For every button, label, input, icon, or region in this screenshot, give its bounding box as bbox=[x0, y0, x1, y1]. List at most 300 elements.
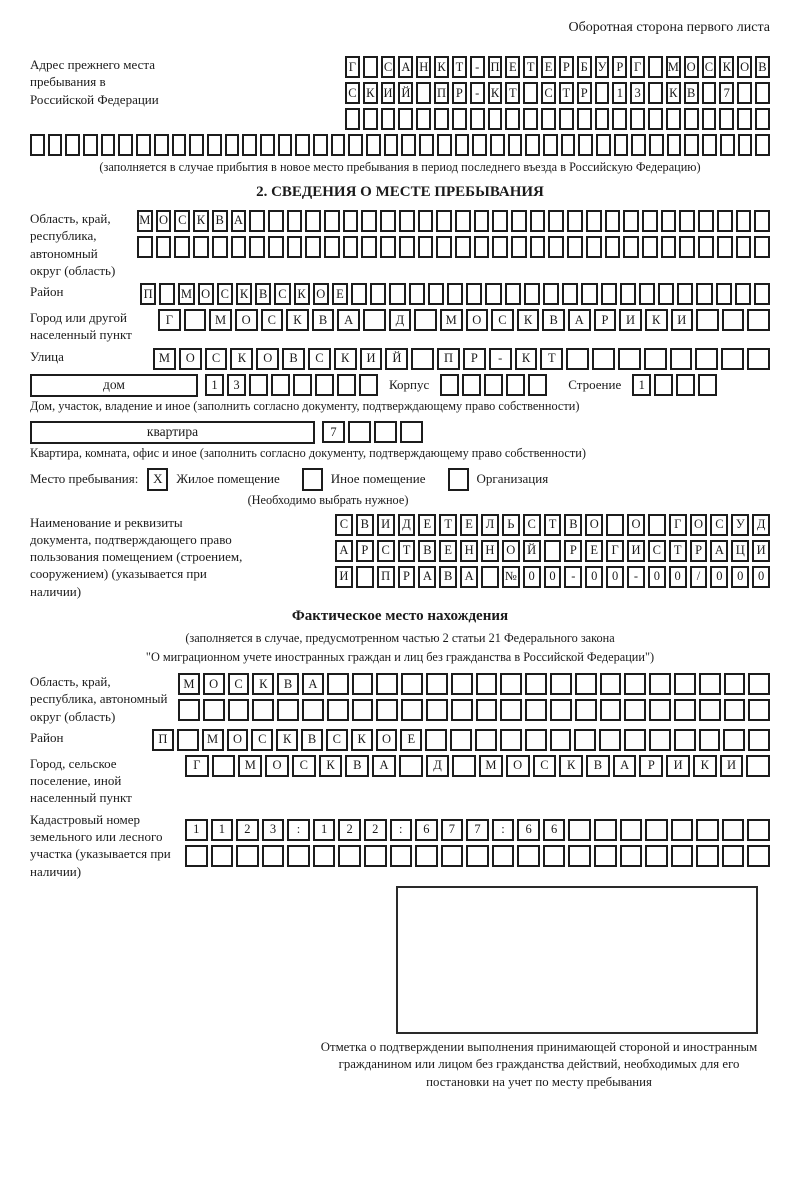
char-cell[interactable] bbox=[370, 283, 386, 305]
char-cell[interactable]: И bbox=[671, 309, 694, 331]
char-cell[interactable]: Н bbox=[416, 56, 431, 78]
char-cell[interactable]: К bbox=[286, 309, 309, 331]
char-cell[interactable]: К bbox=[193, 210, 209, 232]
char-cell[interactable] bbox=[249, 236, 265, 258]
char-cell[interactable]: К bbox=[559, 755, 583, 777]
char-cell[interactable] bbox=[574, 729, 596, 751]
char-cell[interactable]: - bbox=[489, 348, 512, 370]
char-cell[interactable]: Т bbox=[452, 56, 467, 78]
char-cell[interactable]: К bbox=[515, 348, 538, 370]
char-cell[interactable]: 6 bbox=[517, 819, 540, 841]
char-cell[interactable] bbox=[699, 673, 721, 695]
char-cell[interactable] bbox=[252, 699, 274, 721]
char-cell[interactable]: Т bbox=[505, 82, 520, 104]
char-cell[interactable]: 0 bbox=[544, 566, 562, 588]
char-cell[interactable] bbox=[548, 210, 564, 232]
char-cell[interactable] bbox=[455, 210, 471, 232]
residence-checkbox-organizatsiya[interactable] bbox=[448, 468, 469, 491]
char-cell[interactable] bbox=[642, 236, 658, 258]
char-cell[interactable] bbox=[287, 845, 310, 867]
char-cell[interactable] bbox=[315, 374, 334, 396]
char-cell[interactable]: И bbox=[619, 309, 642, 331]
char-cell[interactable]: С bbox=[308, 348, 331, 370]
residence-checkbox-zhiloe[interactable]: X bbox=[147, 468, 168, 491]
char-cell[interactable] bbox=[207, 134, 222, 156]
char-cell[interactable] bbox=[550, 673, 572, 695]
char-cell[interactable] bbox=[345, 108, 360, 130]
char-cell[interactable] bbox=[577, 108, 592, 130]
char-cell[interactable]: Р bbox=[577, 82, 592, 104]
char-cell[interactable] bbox=[302, 699, 324, 721]
char-cell[interactable]: С bbox=[292, 755, 316, 777]
char-cell[interactable] bbox=[671, 819, 694, 841]
char-cell[interactable] bbox=[677, 283, 693, 305]
char-cell[interactable]: Г bbox=[669, 514, 687, 536]
char-cell[interactable] bbox=[268, 236, 284, 258]
char-cell[interactable] bbox=[747, 348, 770, 370]
char-cell[interactable] bbox=[177, 729, 199, 751]
char-cell[interactable] bbox=[193, 236, 209, 258]
char-cell[interactable] bbox=[747, 845, 770, 867]
char-cell[interactable]: Г bbox=[158, 309, 181, 331]
char-cell[interactable] bbox=[719, 108, 734, 130]
char-cell[interactable] bbox=[474, 236, 490, 258]
char-cell[interactable]: Т bbox=[439, 514, 457, 536]
char-cell[interactable] bbox=[612, 108, 627, 130]
char-cell[interactable] bbox=[363, 108, 378, 130]
char-cell[interactable]: О bbox=[684, 56, 699, 78]
char-cell[interactable]: Е bbox=[585, 540, 603, 562]
char-cell[interactable] bbox=[184, 309, 207, 331]
char-cell[interactable] bbox=[178, 699, 200, 721]
char-cell[interactable] bbox=[293, 374, 312, 396]
char-cell[interactable] bbox=[231, 236, 247, 258]
char-cell[interactable] bbox=[185, 845, 208, 867]
char-cell[interactable]: М bbox=[153, 348, 176, 370]
char-cell[interactable]: Р bbox=[356, 540, 374, 562]
char-cell[interactable] bbox=[702, 82, 717, 104]
char-cell[interactable] bbox=[600, 699, 622, 721]
char-cell[interactable]: П bbox=[437, 348, 460, 370]
char-cell[interactable] bbox=[754, 210, 770, 232]
char-cell[interactable] bbox=[455, 236, 471, 258]
char-cell[interactable] bbox=[754, 236, 770, 258]
char-cell[interactable] bbox=[381, 108, 396, 130]
char-cell[interactable]: О bbox=[256, 348, 279, 370]
char-cell[interactable] bbox=[390, 845, 413, 867]
char-cell[interactable]: Т bbox=[540, 348, 563, 370]
char-cell[interactable]: М bbox=[178, 283, 194, 305]
char-cell[interactable]: Й bbox=[523, 540, 541, 562]
char-cell[interactable] bbox=[738, 134, 753, 156]
char-cell[interactable]: Г bbox=[606, 540, 624, 562]
char-cell[interactable] bbox=[414, 309, 437, 331]
char-cell[interactable] bbox=[492, 236, 508, 258]
char-cell[interactable] bbox=[324, 210, 340, 232]
char-cell[interactable]: 0 bbox=[710, 566, 728, 588]
char-cell[interactable] bbox=[490, 134, 505, 156]
char-cell[interactable]: В bbox=[345, 755, 369, 777]
char-cell[interactable]: О bbox=[502, 540, 520, 562]
char-cell[interactable]: С bbox=[217, 283, 233, 305]
char-cell[interactable]: Д bbox=[389, 309, 412, 331]
char-cell[interactable] bbox=[525, 673, 547, 695]
char-cell[interactable] bbox=[530, 236, 546, 258]
char-cell[interactable] bbox=[398, 108, 413, 130]
char-cell[interactable]: 2 bbox=[364, 819, 387, 841]
char-cell[interactable]: 0 bbox=[648, 566, 666, 588]
char-cell[interactable]: - bbox=[470, 82, 485, 104]
char-cell[interactable]: П bbox=[152, 729, 174, 751]
char-cell[interactable]: Й bbox=[398, 82, 413, 104]
char-cell[interactable]: В bbox=[301, 729, 323, 751]
char-cell[interactable]: С bbox=[251, 729, 273, 751]
char-cell[interactable] bbox=[658, 283, 674, 305]
char-cell[interactable] bbox=[695, 348, 718, 370]
char-cell[interactable] bbox=[484, 374, 503, 396]
char-cell[interactable]: К bbox=[230, 348, 253, 370]
char-cell[interactable]: Р bbox=[398, 566, 416, 588]
char-cell[interactable] bbox=[631, 134, 646, 156]
char-cell[interactable] bbox=[361, 210, 377, 232]
char-cell[interactable]: Б bbox=[577, 56, 592, 78]
char-cell[interactable] bbox=[476, 673, 498, 695]
char-cell[interactable] bbox=[416, 108, 431, 130]
char-cell[interactable] bbox=[452, 755, 476, 777]
char-cell[interactable]: Р bbox=[612, 56, 627, 78]
char-cell[interactable]: И bbox=[360, 348, 383, 370]
char-cell[interactable] bbox=[702, 134, 717, 156]
char-cell[interactable]: О bbox=[235, 309, 258, 331]
char-cell[interactable] bbox=[343, 236, 359, 258]
char-cell[interactable] bbox=[523, 82, 538, 104]
char-cell[interactable]: Д bbox=[426, 755, 450, 777]
char-cell[interactable] bbox=[645, 845, 668, 867]
char-cell[interactable] bbox=[225, 134, 240, 156]
char-cell[interactable]: 1 bbox=[313, 819, 336, 841]
char-cell[interactable]: Г bbox=[185, 755, 209, 777]
char-cell[interactable]: И bbox=[752, 540, 770, 562]
char-cell[interactable] bbox=[717, 236, 733, 258]
char-cell[interactable]: О bbox=[376, 729, 398, 751]
char-cell[interactable]: Е bbox=[541, 56, 556, 78]
char-cell[interactable] bbox=[605, 210, 621, 232]
char-cell[interactable] bbox=[623, 210, 639, 232]
char-cell[interactable]: С bbox=[702, 56, 717, 78]
char-cell[interactable]: И bbox=[666, 755, 690, 777]
char-cell[interactable] bbox=[485, 283, 501, 305]
char-cell[interactable]: Е bbox=[332, 283, 348, 305]
char-cell[interactable]: С bbox=[205, 348, 228, 370]
char-cell[interactable]: О bbox=[585, 514, 603, 536]
char-cell[interactable]: 7 bbox=[466, 819, 489, 841]
char-cell[interactable]: А bbox=[418, 566, 436, 588]
char-cell[interactable]: А bbox=[398, 56, 413, 78]
char-cell[interactable] bbox=[436, 236, 452, 258]
char-cell[interactable] bbox=[543, 283, 559, 305]
char-cell[interactable]: И bbox=[720, 755, 744, 777]
char-cell[interactable] bbox=[440, 374, 459, 396]
char-cell[interactable] bbox=[586, 236, 602, 258]
char-cell[interactable]: : bbox=[390, 819, 413, 841]
char-cell[interactable]: В bbox=[586, 755, 610, 777]
char-cell[interactable]: С bbox=[174, 210, 190, 232]
char-cell[interactable]: И bbox=[627, 540, 645, 562]
char-cell[interactable]: 6 bbox=[415, 819, 438, 841]
char-cell[interactable] bbox=[505, 108, 520, 130]
char-cell[interactable]: О bbox=[227, 729, 249, 751]
char-cell[interactable]: П bbox=[488, 56, 503, 78]
char-cell[interactable]: Ц bbox=[731, 540, 749, 562]
char-cell[interactable] bbox=[699, 729, 721, 751]
char-cell[interactable] bbox=[720, 134, 735, 156]
char-cell[interactable] bbox=[562, 283, 578, 305]
char-cell[interactable] bbox=[575, 673, 597, 695]
char-cell[interactable]: В bbox=[282, 348, 305, 370]
char-cell[interactable] bbox=[277, 699, 299, 721]
char-cell[interactable]: 0 bbox=[523, 566, 541, 588]
char-cell[interactable] bbox=[661, 236, 677, 258]
char-cell[interactable]: О bbox=[313, 283, 329, 305]
char-cell[interactable] bbox=[648, 56, 663, 78]
char-cell[interactable] bbox=[101, 134, 116, 156]
char-cell[interactable] bbox=[674, 699, 696, 721]
char-cell[interactable]: В bbox=[418, 540, 436, 562]
char-cell[interactable]: Р bbox=[559, 56, 574, 78]
char-cell[interactable] bbox=[363, 309, 386, 331]
char-cell[interactable] bbox=[524, 283, 540, 305]
char-cell[interactable] bbox=[525, 699, 547, 721]
char-cell[interactable] bbox=[595, 108, 610, 130]
char-cell[interactable] bbox=[425, 729, 447, 751]
char-cell[interactable]: Г bbox=[345, 56, 360, 78]
char-cell[interactable] bbox=[401, 134, 416, 156]
char-cell[interactable] bbox=[649, 673, 671, 695]
char-cell[interactable] bbox=[262, 845, 285, 867]
char-cell[interactable] bbox=[581, 283, 597, 305]
char-cell[interactable] bbox=[624, 729, 646, 751]
char-cell[interactable]: К bbox=[276, 729, 298, 751]
char-cell[interactable] bbox=[736, 210, 752, 232]
char-cell[interactable]: С bbox=[648, 540, 666, 562]
char-cell[interactable] bbox=[462, 374, 481, 396]
char-cell[interactable] bbox=[642, 210, 658, 232]
char-cell[interactable]: О bbox=[265, 755, 289, 777]
char-cell[interactable]: В bbox=[439, 566, 457, 588]
char-cell[interactable]: П bbox=[140, 283, 156, 305]
char-cell[interactable] bbox=[136, 134, 151, 156]
char-cell[interactable] bbox=[500, 729, 522, 751]
char-cell[interactable]: : bbox=[287, 819, 310, 841]
char-cell[interactable]: Р bbox=[690, 540, 708, 562]
char-cell[interactable] bbox=[605, 236, 621, 258]
char-cell[interactable] bbox=[644, 348, 667, 370]
char-cell[interactable] bbox=[364, 845, 387, 867]
char-cell[interactable]: В bbox=[564, 514, 582, 536]
char-cell[interactable] bbox=[212, 236, 228, 258]
char-cell[interactable]: В bbox=[542, 309, 565, 331]
char-cell[interactable]: В bbox=[684, 82, 699, 104]
char-cell[interactable]: 0 bbox=[669, 566, 687, 588]
char-cell[interactable] bbox=[679, 236, 695, 258]
char-cell[interactable]: О bbox=[690, 514, 708, 536]
char-cell[interactable]: № bbox=[502, 566, 520, 588]
char-cell[interactable] bbox=[426, 699, 448, 721]
char-cell[interactable]: Т bbox=[523, 56, 538, 78]
char-cell[interactable]: 1 bbox=[612, 82, 627, 104]
char-cell[interactable] bbox=[541, 108, 556, 130]
char-cell[interactable] bbox=[754, 283, 770, 305]
char-cell[interactable] bbox=[716, 283, 732, 305]
char-cell[interactable] bbox=[525, 729, 547, 751]
char-cell[interactable] bbox=[606, 514, 624, 536]
char-cell[interactable] bbox=[548, 236, 564, 258]
char-cell[interactable]: Г bbox=[630, 56, 645, 78]
char-cell[interactable] bbox=[550, 699, 572, 721]
char-cell[interactable]: Т bbox=[544, 514, 562, 536]
char-cell[interactable] bbox=[594, 845, 617, 867]
char-cell[interactable] bbox=[567, 236, 583, 258]
char-cell[interactable]: О bbox=[506, 755, 530, 777]
char-cell[interactable] bbox=[528, 374, 547, 396]
char-cell[interactable] bbox=[348, 421, 371, 443]
char-cell[interactable] bbox=[702, 108, 717, 130]
char-cell[interactable] bbox=[118, 134, 133, 156]
char-cell[interactable] bbox=[418, 210, 434, 232]
char-cell[interactable] bbox=[211, 845, 234, 867]
char-cell[interactable]: Й bbox=[385, 348, 408, 370]
char-cell[interactable] bbox=[525, 134, 540, 156]
char-cell[interactable]: / bbox=[690, 566, 708, 588]
char-cell[interactable]: Д bbox=[752, 514, 770, 536]
char-cell[interactable] bbox=[236, 845, 259, 867]
char-cell[interactable] bbox=[348, 134, 363, 156]
char-cell[interactable] bbox=[684, 134, 699, 156]
char-cell[interactable] bbox=[523, 108, 538, 130]
char-cell[interactable]: С bbox=[228, 673, 250, 695]
char-cell[interactable]: Е bbox=[505, 56, 520, 78]
char-cell[interactable] bbox=[137, 236, 153, 258]
char-cell[interactable]: С bbox=[541, 82, 556, 104]
char-cell[interactable] bbox=[505, 283, 521, 305]
char-cell[interactable]: М bbox=[238, 755, 262, 777]
char-cell[interactable] bbox=[737, 82, 752, 104]
char-cell[interactable] bbox=[154, 134, 169, 156]
char-cell[interactable] bbox=[506, 374, 525, 396]
char-cell[interactable] bbox=[623, 236, 639, 258]
char-cell[interactable] bbox=[755, 108, 770, 130]
char-cell[interactable] bbox=[419, 134, 434, 156]
char-cell[interactable] bbox=[544, 540, 562, 562]
char-cell[interactable]: М bbox=[209, 309, 232, 331]
char-cell[interactable] bbox=[679, 210, 695, 232]
char-cell[interactable] bbox=[674, 729, 696, 751]
char-cell[interactable] bbox=[331, 134, 346, 156]
char-cell[interactable]: Л bbox=[481, 514, 499, 536]
char-cell[interactable] bbox=[550, 729, 572, 751]
char-cell[interactable]: М bbox=[440, 309, 463, 331]
char-cell[interactable]: 3 bbox=[262, 819, 285, 841]
char-cell[interactable] bbox=[327, 673, 349, 695]
char-cell[interactable] bbox=[667, 134, 682, 156]
char-cell[interactable] bbox=[376, 699, 398, 721]
char-cell[interactable] bbox=[586, 210, 602, 232]
char-cell[interactable] bbox=[287, 210, 303, 232]
char-cell[interactable]: М bbox=[666, 56, 681, 78]
char-cell[interactable] bbox=[620, 845, 643, 867]
char-cell[interactable] bbox=[755, 134, 770, 156]
char-cell[interactable] bbox=[595, 82, 610, 104]
char-cell[interactable]: К bbox=[517, 309, 540, 331]
char-cell[interactable] bbox=[568, 845, 591, 867]
char-cell[interactable] bbox=[351, 283, 367, 305]
char-cell[interactable] bbox=[748, 673, 770, 695]
char-cell[interactable]: 1 bbox=[211, 819, 234, 841]
char-cell[interactable]: В bbox=[312, 309, 335, 331]
char-cell[interactable] bbox=[639, 283, 655, 305]
char-cell[interactable]: С bbox=[491, 309, 514, 331]
char-cell[interactable] bbox=[620, 283, 636, 305]
char-cell[interactable] bbox=[674, 673, 696, 695]
char-cell[interactable] bbox=[399, 210, 415, 232]
char-cell[interactable] bbox=[437, 134, 452, 156]
char-cell[interactable] bbox=[305, 236, 321, 258]
residence-checkbox-inoe[interactable] bbox=[302, 468, 323, 491]
char-cell[interactable]: А bbox=[460, 566, 478, 588]
char-cell[interactable] bbox=[620, 819, 643, 841]
char-cell[interactable] bbox=[313, 134, 328, 156]
char-cell[interactable] bbox=[596, 134, 611, 156]
char-cell[interactable]: К bbox=[236, 283, 252, 305]
char-cell[interactable] bbox=[361, 236, 377, 258]
char-cell[interactable] bbox=[352, 699, 374, 721]
char-cell[interactable] bbox=[543, 134, 558, 156]
char-cell[interactable] bbox=[755, 82, 770, 104]
char-cell[interactable] bbox=[649, 699, 671, 721]
char-cell[interactable] bbox=[327, 699, 349, 721]
char-cell[interactable] bbox=[343, 210, 359, 232]
char-cell[interactable]: Е bbox=[418, 514, 436, 536]
char-cell[interactable] bbox=[722, 845, 745, 867]
char-cell[interactable] bbox=[470, 108, 485, 130]
char-cell[interactable]: М bbox=[178, 673, 200, 695]
char-cell[interactable]: С bbox=[710, 514, 728, 536]
char-cell[interactable] bbox=[295, 134, 310, 156]
char-cell[interactable] bbox=[65, 134, 80, 156]
char-cell[interactable] bbox=[698, 210, 714, 232]
char-cell[interactable] bbox=[654, 374, 673, 396]
char-cell[interactable]: 1 bbox=[632, 374, 651, 396]
char-cell[interactable]: С bbox=[381, 56, 396, 78]
char-cell[interactable] bbox=[411, 348, 434, 370]
char-cell[interactable] bbox=[426, 673, 448, 695]
char-cell[interactable]: К bbox=[693, 755, 717, 777]
char-cell[interactable]: Р bbox=[594, 309, 617, 331]
char-cell[interactable]: О bbox=[466, 309, 489, 331]
char-cell[interactable] bbox=[212, 755, 236, 777]
char-cell[interactable]: 1 bbox=[205, 374, 224, 396]
char-cell[interactable] bbox=[696, 819, 719, 841]
char-cell[interactable] bbox=[189, 134, 204, 156]
char-cell[interactable] bbox=[418, 236, 434, 258]
char-cell[interactable] bbox=[156, 236, 172, 258]
char-cell[interactable]: Р bbox=[639, 755, 663, 777]
char-cell[interactable]: Т bbox=[398, 540, 416, 562]
char-cell[interactable] bbox=[242, 134, 257, 156]
char-cell[interactable]: - bbox=[470, 56, 485, 78]
char-cell[interactable] bbox=[696, 309, 719, 331]
char-cell[interactable]: К bbox=[252, 673, 274, 695]
